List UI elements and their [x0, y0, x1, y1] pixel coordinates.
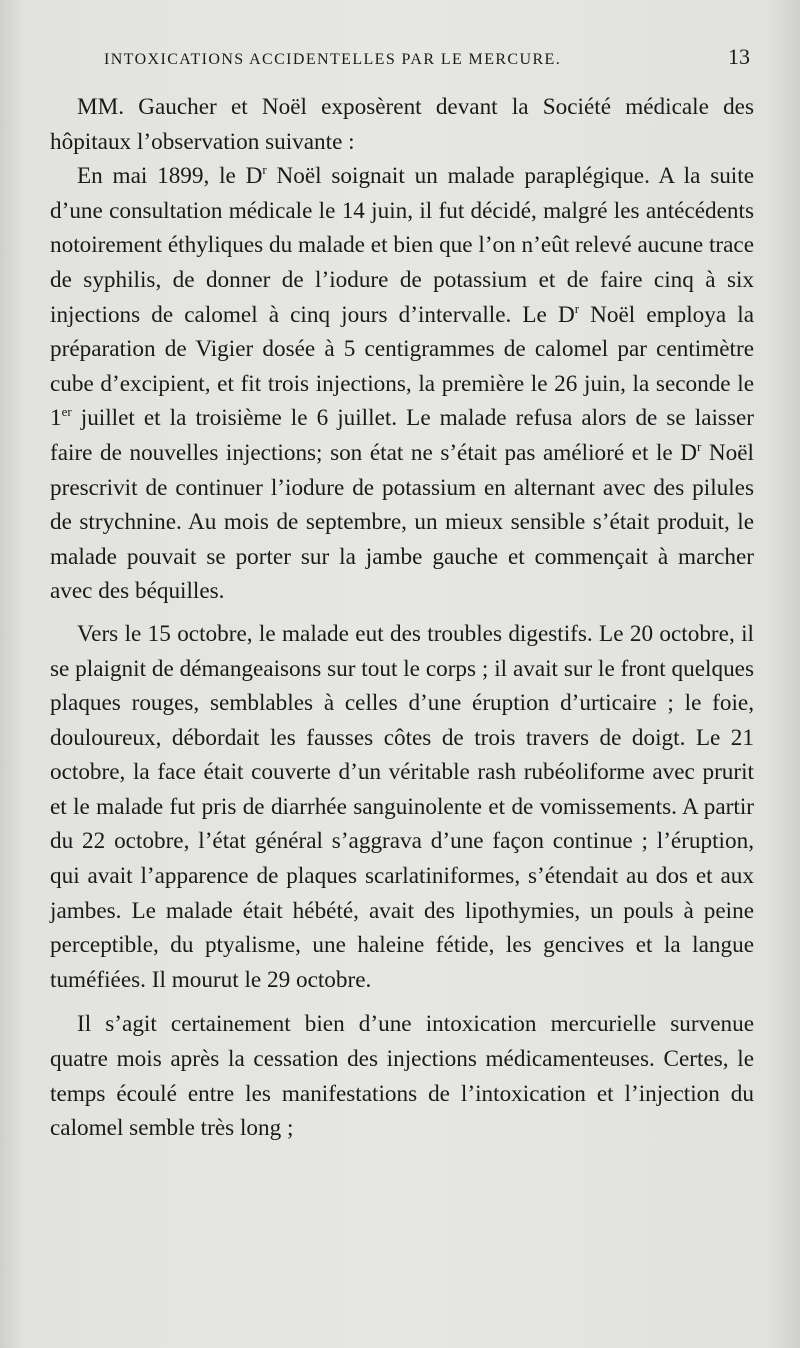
paragraph-2	[50, 159, 754, 609]
text-run: juillet et la troisième le 6 juillet. Le malade refusa alors de se laisser faire de nouvelles injections; son état ne s’était pas amélioré et le D	[50, 405, 754, 466]
text-run: MM. Gaucher et Noël exposèrent devant la Société médicale des hôpitaux l’observation suivante :	[50, 94, 754, 155]
superscript: r	[697, 438, 702, 454]
text-run: Noël soignait un malade paraplégique. A la suite d’une consultation médicale le 14 juin, il fut décidé, malgré les antécédents notoirement éthyliques du malade et bien que l’on n’eût relevé aucune trace de syphilis, de donner de l’iodure de potassium et de faire cinq à six injections de calomel à cinq jours d’intervalle. Le D	[50, 163, 754, 328]
text-run: Noël prescrivit de continuer l’iodure de potassium en alternant avec des pilules de strychnine. Au mois de septembre, un mieux sensible s’était produit, le malade pouvait se porter sur la jambe gauche et commençait à marcher avec des béquilles.	[50, 439, 754, 605]
text-run: Il s’agit certainement bien d’une intoxication mercurielle survenue quatre mois après la cessation des injections médicamenteuses. Certes, le temps écoulé entre les manifestations de l’intoxication et l’injection du calomel semble très long ;	[50, 1011, 754, 1142]
running-head	[50, 44, 754, 84]
superscript: r	[574, 300, 580, 316]
text-run: En mai 1899, le D	[77, 163, 263, 190]
text-run: Noël employa la préparation de Vigier dosée à 5 centigrammes de calomel par centimètre cube d’excipient, et fit trois injections, la première le 26 juin, la seconde le 1	[50, 301, 754, 432]
paragraph-1	[50, 90, 754, 159]
body-text	[50, 90, 754, 1146]
running-title: INTOXICATIONS ACCIDENTELLES PAR LE MERCURE.	[104, 51, 562, 68]
paragraph-4	[50, 1007, 754, 1145]
page-number: 13	[728, 44, 750, 69]
superscript: r	[262, 162, 267, 178]
text-run: Vers le 15 octobre, le malade eut des troubles digestifs. Le 20 octobre, il se plaignit de démangeaisons sur tout le corps ; il avait sur le front quelques plaques rouges, semblables à celles d’une éruption d’urticaire ; le foie, douloureux, débordait les fausses côtes de trois travers de doigt. Le 21 octobre, la face était couverte d’un véritable rash rubéoliforme avec prurit et le malade fut pris de diarrhée sanguinolente et de vomissements. A partir du 22 octobre, l’état général s’aggrava d’une façon continue ; l’éruption, qui avait l’apparence de plaques scarlatiniformes, s’étendait au dos et aux jambes. Le malade était hébété, avait des lipothymies, un pouls à peine perceptible, du ptyalisme, une haleine fétide, les gencives et la langue tuméfiées. Il mourut le 29 octobre.	[50, 620, 754, 993]
superscript: er	[61, 404, 72, 420]
paragraph-3	[50, 617, 754, 998]
